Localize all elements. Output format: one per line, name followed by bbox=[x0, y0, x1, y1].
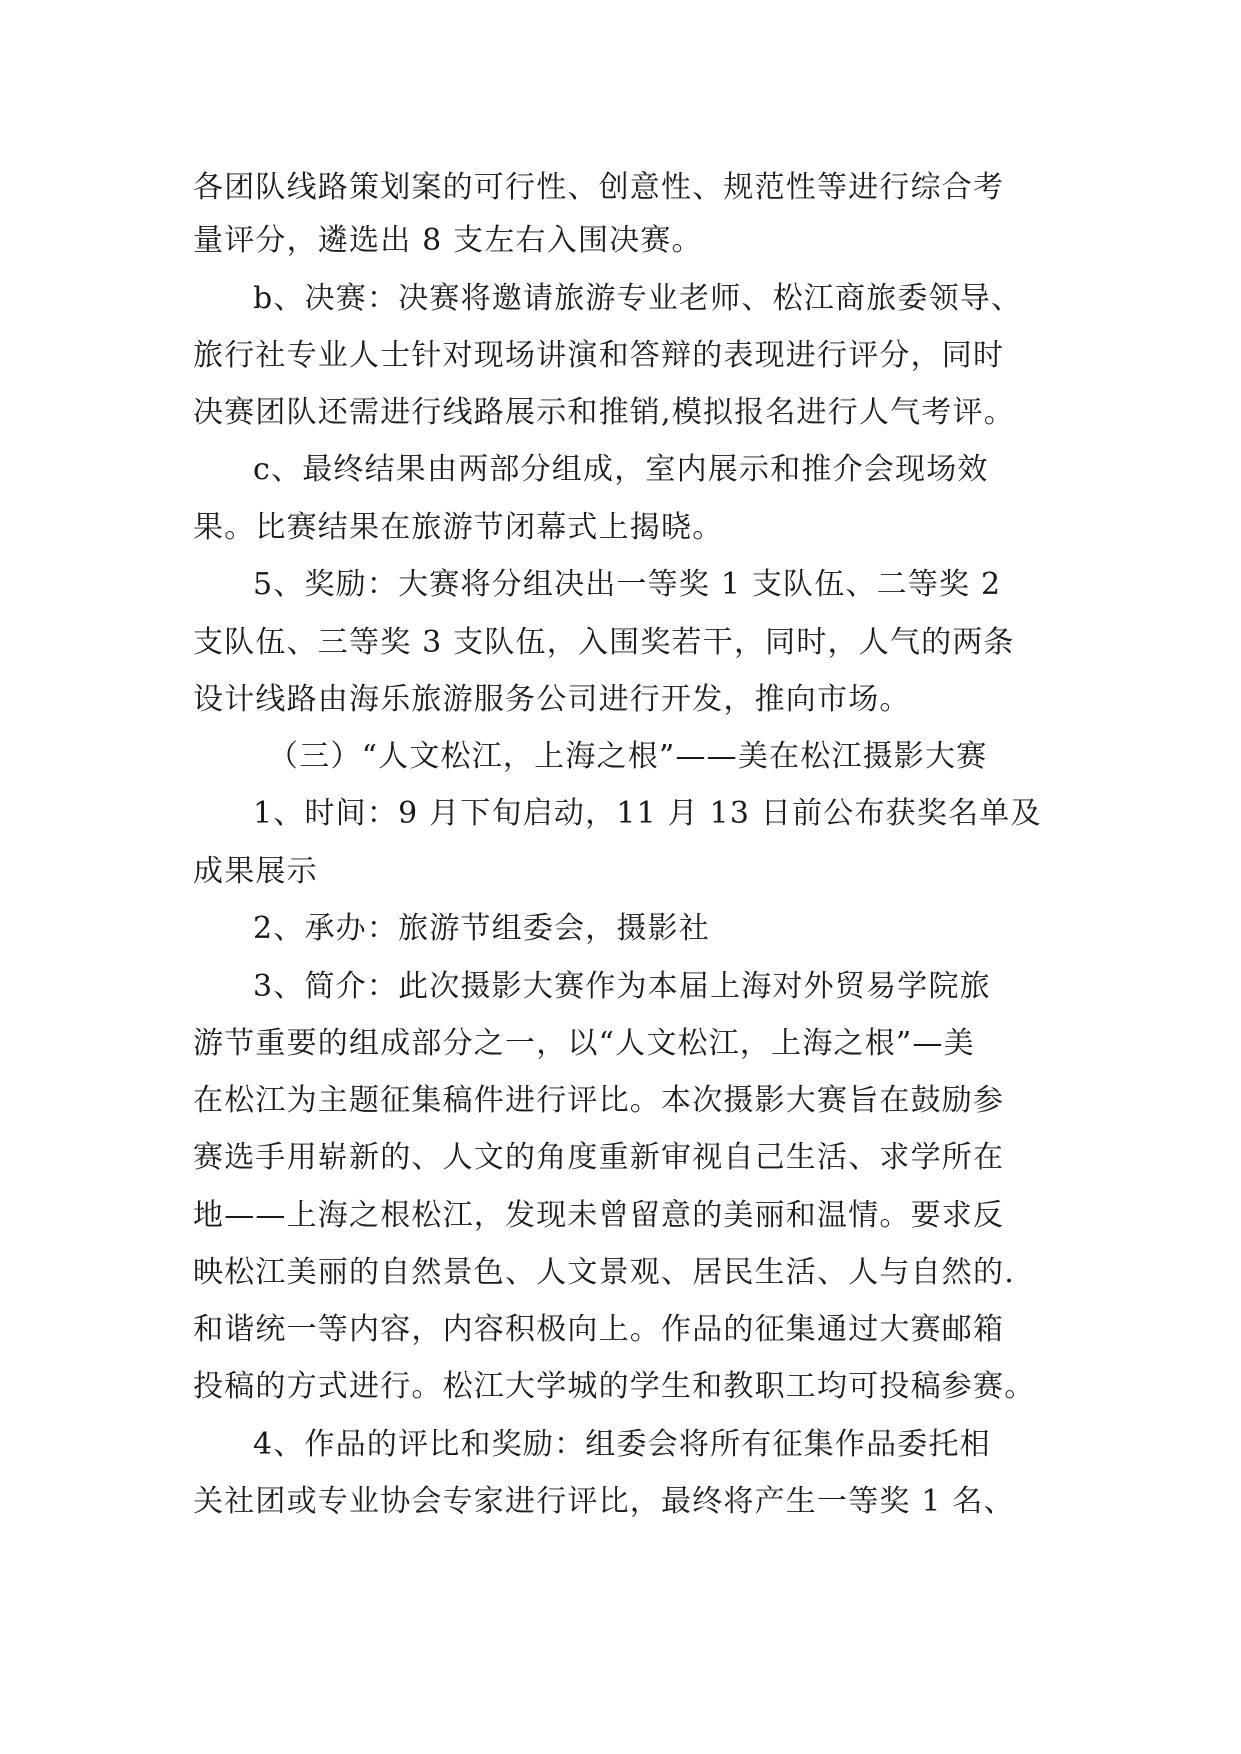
paragraph-line: 和谐统一等内容，内容积极向上。作品的征集通过大赛邮箱 bbox=[193, 1312, 1005, 1347]
paragraph-line: 设计线路由海乐旅游服务公司进行开发，推向市场。 bbox=[193, 682, 911, 717]
paragraph-line: 映松江美丽的自然景色、人文景观、居民生活、人与自然的. bbox=[193, 1255, 1015, 1290]
paragraph-line: 决赛团队还需进行线路展示和推销,模拟报名进行人气考评。 bbox=[193, 395, 1015, 430]
paragraph-line: 旅行社专业人士针对现场讲演和答辩的表现进行评分，同时 bbox=[193, 338, 1005, 373]
paragraph-line: 5、奖励：大赛将分组决出一等奖 1 支队伍、二等奖 2 bbox=[253, 567, 1002, 602]
paragraph-line: b、决赛：决赛将邀请旅游专业老师、松江商旅委领导、 bbox=[253, 281, 1023, 316]
paragraph-line: c、最终结果由两部分组成，室内展示和推介会现场效 bbox=[253, 452, 989, 487]
paragraph-line: 地——上海之根松江，发现未曾留意的美丽和温情。要求反 bbox=[193, 1198, 1005, 1233]
paragraph-line: 各团队线路策划案的可行性、创意性、规范性等进行综合考 bbox=[193, 170, 1005, 205]
paragraph-line: 赛选手用崭新的、人文的角度重新审视自己生活、求学所在 bbox=[193, 1140, 1005, 1175]
paragraph-line: 成果展示 bbox=[193, 854, 318, 889]
paragraph-line: 4、作品的评比和奖励：组委会将所有征集作品委托相 bbox=[253, 1427, 991, 1462]
paragraph-line: 在松江为主题征集稿件进行评比。本次摄影大赛旨在鼓励参 bbox=[193, 1083, 1005, 1118]
paragraph-line: 1、时间：9 月下旬启动，11 月 13 日前公布获奖名单及 bbox=[253, 796, 1042, 831]
paragraph-line: 2、承办：旅游节组委会，摄影社 bbox=[253, 911, 711, 946]
paragraph-line: 支队伍、三等奖 3 支队伍，入围奖若干，同时，人气的两条 bbox=[193, 625, 1015, 660]
paragraph-line: 游节重要的组成部分之一，以“人文松江，上海之根”—美 bbox=[193, 1026, 975, 1061]
paragraph-line: 果。比赛结果在旅游节闭幕式上揭晓。 bbox=[193, 510, 724, 545]
paragraph-line: 量评分，遴选出 8 支左右入围决赛。 bbox=[193, 223, 703, 258]
paragraph-line: 3、简介：此次摄影大赛作为本届上海对外贸易学院旅 bbox=[253, 969, 991, 1004]
paragraph-line: 投稿的方式进行。松江大学城的学生和教职工均可投稿参赛。 bbox=[193, 1369, 1036, 1404]
paragraph-line: 关社团或专业协会专家进行评比，最终将产生一等奖 1 名、 bbox=[193, 1484, 1015, 1519]
section-heading: （三）“人文松江，上海之根”——美在松江摄影大赛 bbox=[268, 739, 988, 774]
